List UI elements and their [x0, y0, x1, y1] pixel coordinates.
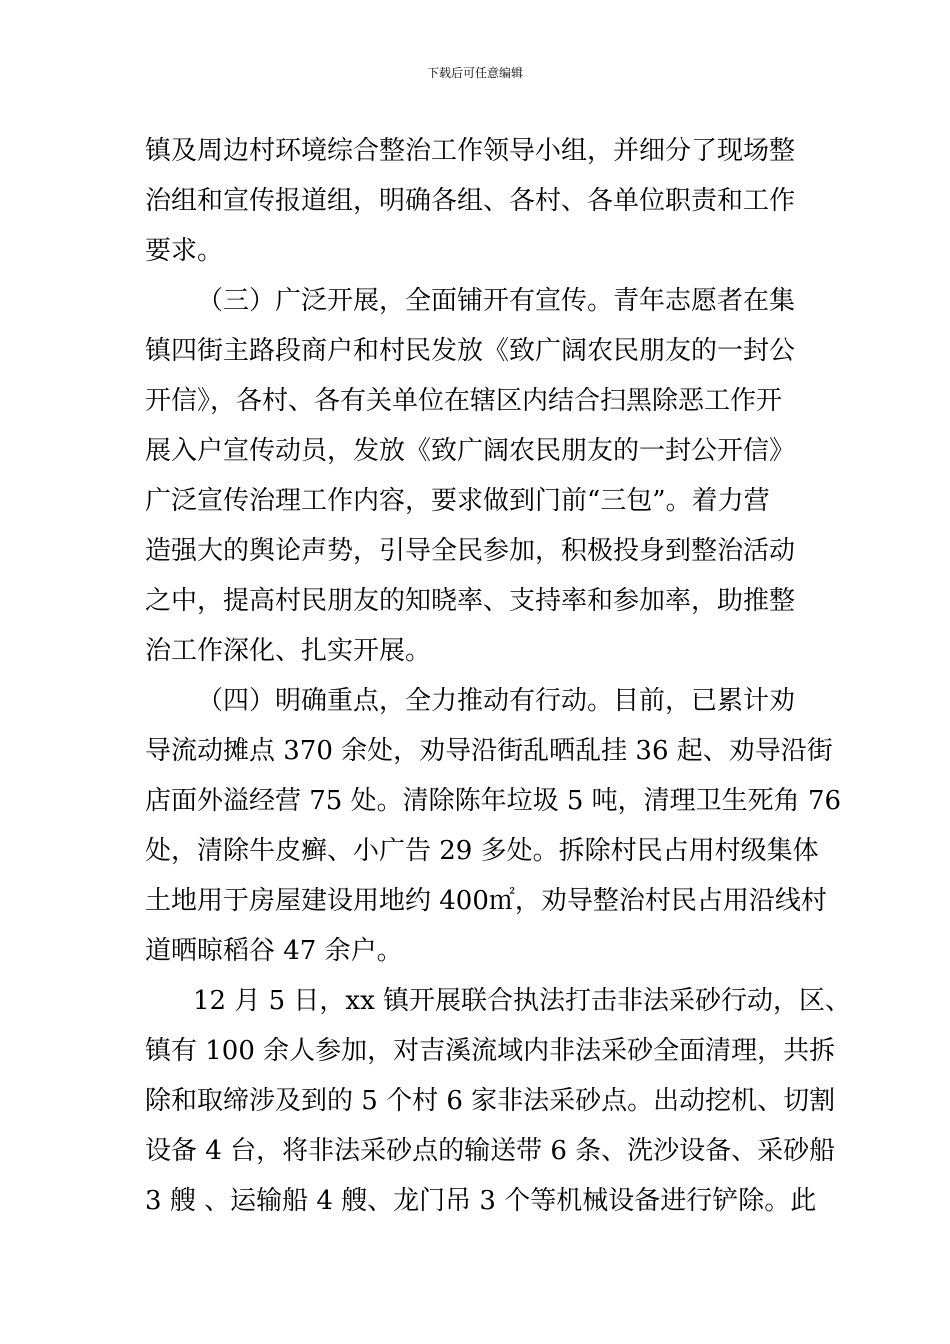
text-line: 导流动摊点 370 余处，劝导沿街乱晒乱挂 36 起、劝导沿街 — [145, 736, 833, 766]
text-line: 镇四街主路段商户和村民发放《致广阔农民朋友的一封公 — [145, 336, 796, 366]
text-line: 镇有 100 余人参加，对吉溪流域内非法采砂全面清理，共拆 — [145, 1036, 836, 1066]
text-line: 之中，提高村民朋友的知晓率、支持率和参加率，助推整 — [145, 586, 796, 616]
section-heading-line: （四）明确重点，全力推动有行动。目前，已累计劝 — [197, 686, 796, 716]
text-line: 治工作深化、扎实开展。 — [145, 636, 432, 666]
text-line: 3 艘 、运输船 4 艘、龙门吊 3 个等机械设备进行铲除。此 — [145, 1186, 817, 1216]
text-line: 治组和宣传报道组，明确各组、各村、各单位职责和工作 — [145, 186, 796, 216]
page-header: 下载后可任意编辑 — [426, 66, 523, 80]
text-line: 店面外溢经营 75 处。清除陈年垃圾 5 吨，清理卫生死角 76 — [145, 786, 842, 816]
text-line: 要求。 — [145, 236, 224, 266]
text-line: 广泛宣传治理工作内容，要求做到门前“三包”。着力营 — [145, 486, 770, 516]
document-body — [145, 126, 852, 1226]
text-line: 造强大的舆论声势，引导全民参加，积极投身到整治活动 — [145, 536, 796, 566]
paragraph-start-line: 12 月 5 日，xx 镇开展联合执法打击非法采砂行动，区、 — [193, 986, 852, 1016]
text-line: 设备 4 台，将非法采砂点的输送带 6 条、洗沙设备、采砂船 — [145, 1136, 836, 1166]
text-line: 土地用于房屋建设用地约 400㎡，劝导整治村民占用沿线村 — [145, 886, 827, 916]
text-line: 除和取缔涉及到的 5 个村 6 家非法采砂点。出动挖机、切割 — [145, 1086, 836, 1116]
text-line: 开信》，各村、各有关单位在辖区内结合扫黑除恶工作开 — [145, 386, 783, 416]
text-line: 展入户宣传动员，发放《致广阔农民朋友的一封公开信》 — [145, 436, 796, 466]
text-line: 道晒晾稻谷 47 余户。 — [145, 936, 403, 966]
text-line: 镇及周边村环境综合整治工作领导小组，并细分了现场整 — [145, 136, 796, 166]
section-heading-line: （三）广泛开展，全面铺开有宣传。青年志愿者在集 — [197, 286, 796, 316]
text-line: 处，清除牛皮癣、小广告 29 多处。拆除村民占用村级集体 — [145, 836, 819, 866]
